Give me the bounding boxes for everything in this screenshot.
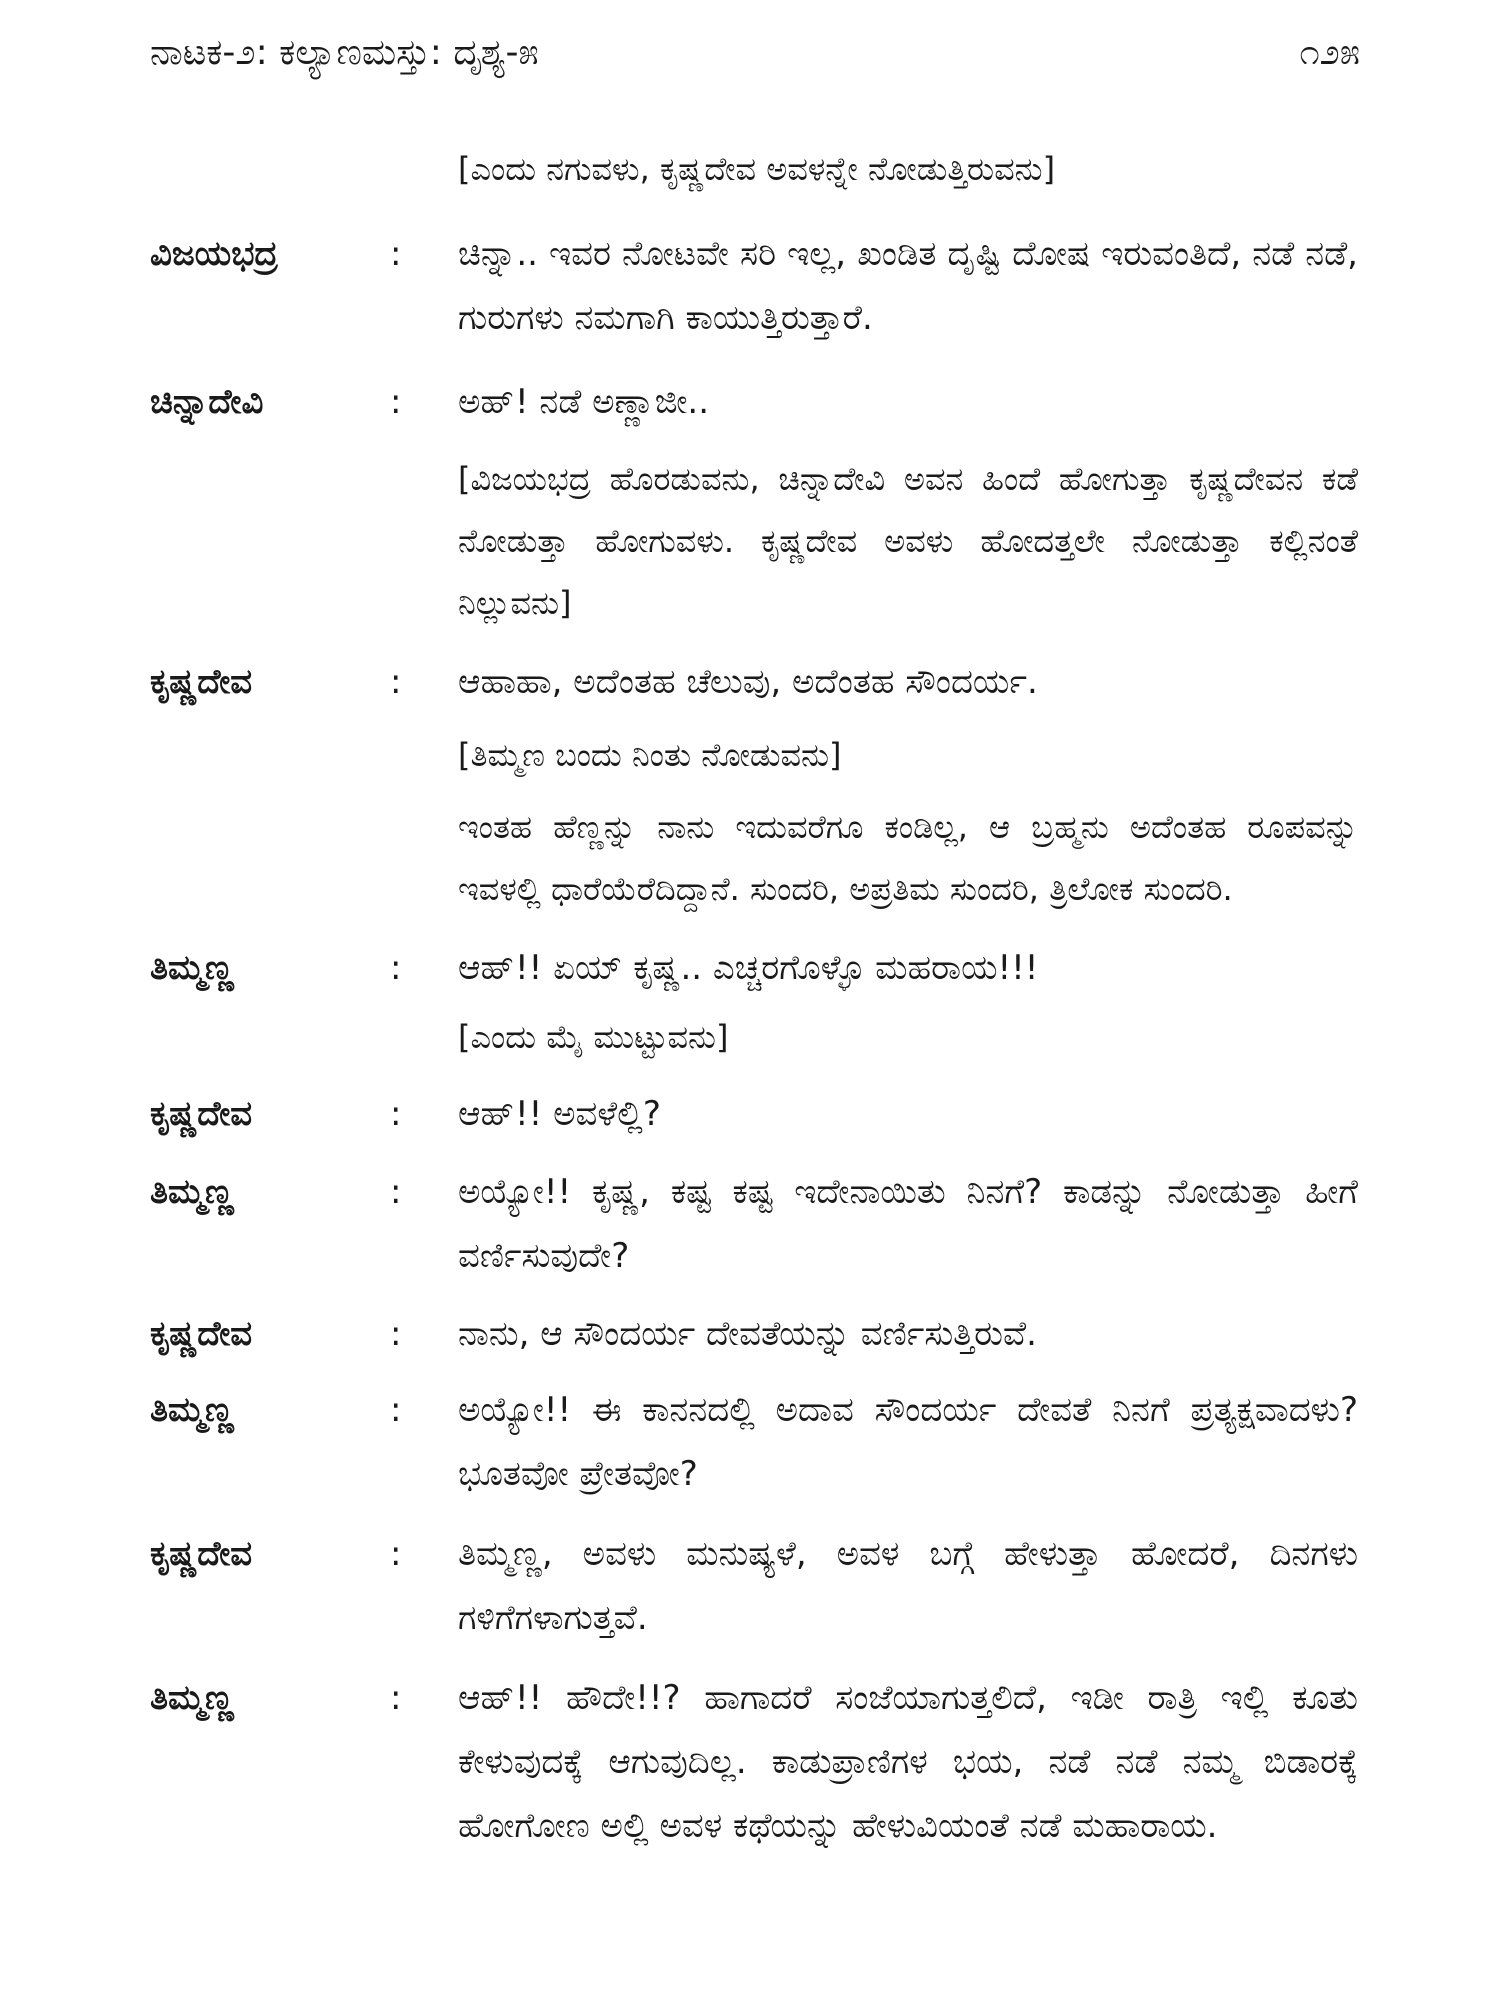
stage-direction [0, 138, 1500, 200]
dialogue-line [0, 1522, 1500, 1650]
speaker-colon: : [390, 1390, 402, 1430]
speaker-name: ತಿಮ್ಮಣ್ಣ [150, 1172, 234, 1212]
stage-direction-text: [ವಿಜಯಭದ್ರ ಹೊರಡುವನು, ಚಿನ್ನಾದೇವಿ ಅವನ ಹಿಂದೆ ಹೋಗುತ್ತಾ ಕೃಷ್ಣದೇವನ ಕಡೆ ನೋಡುತ್ತಾ ಹೋಗುವಳು. ಕೃಷ್ಣದೇವ ಅವಳು ಹೋದತ್ತಲೇ ನೋಡುತ್ತಾ ಕಲ್ಲಿನಂತೆ ನಿಲ್ಲುವನು] [458, 460, 1358, 622]
dialogue-text: ಅಯ್ಯೋ!! ಕೃಷ್ಣ, ಕಷ್ಟ ಕಷ್ಟ ಇದೇನಾಯಿತು ನಿನಗೆ? ಕಾಡನ್ನು ನೋಡುತ್ತಾ ಹೀಗೆ ವರ್ಣಿಸುವುದೇ? [458, 1172, 1358, 1276]
speaker-colon: : [390, 234, 402, 274]
dialogue-text: ಅಯ್ಯೋ!! ಈ ಕಾನನದಲ್ಲಿ ಅದಾವ ಸೌಂದರ್ಯ ದೇವತೆ ನಿನಗೆ ಪ್ರತ್ಯಕ್ಷವಾದಳು? ಭೂತವೋ ಪ್ರೇತವೋ? [458, 1390, 1358, 1494]
speaker-colon: : [390, 1094, 402, 1134]
page-number: ೧೨೫ [1299, 32, 1360, 73]
speaker-colon: : [390, 1678, 402, 1718]
dialogue-text: ತಿಮ್ಮಣ್ಣ, ಅವಳು ಮನುಷ್ಯಳೆ, ಅವಳ ಬಗ್ಗೆ ಹೇಳುತ್ತಾ ಹೋದರೆ, ದಿನಗಳು ಗಳಿಗೆಗಳಾಗುತ್ತವೆ. [458, 1534, 1358, 1638]
dialogue-line [0, 1378, 1500, 1506]
dialogue-text: ಆಹ್!! ಅವಳೆಲ್ಲಿ? [458, 1094, 661, 1134]
dialogue-line [0, 370, 1500, 434]
running-title: ನಾಟಕ-೨: ಕಲ್ಯಾಣಮಸ್ತು: ದೃಶ್ಯ-೫ [150, 32, 539, 73]
stage-direction [0, 724, 1500, 786]
stage-direction-text: [ತಿಮ್ಮಣ ಬಂದು ನಿಂತು ನೋಡುವನು] [458, 736, 842, 774]
dialogue-line [0, 650, 1500, 714]
dialogue-continuation-text: ಇಂತಹ ಹೆಣ್ಣನ್ನು ನಾನು ಇದುವರೆಗೂ ಕಂಡಿಲ್ಲ, ಆ ಬ್ರಹ್ಮನು ಅದೆಂತಹ ರೂಪವನ್ನು ಇವಳಲ್ಲಿ ಧಾರೆಯೆರೆದಿದ್ದಾನೆ. ಸುಂದರಿ, ಅಪ್ರತಿಮ ಸುಂದರಿ, ತ್ರಿಲೋಕ ಸುಂದರಿ. [458, 808, 1358, 908]
speaker-colon: : [390, 1172, 402, 1212]
dialogue-text: ನಾನು, ಆ ಸೌಂದರ್ಯ ದೇವತೆಯನ್ನು ವರ್ಣಿಸುತ್ತಿರುವೆ. [458, 1314, 1037, 1354]
dialogue-line [0, 1666, 1500, 1858]
stage-direction [0, 448, 1500, 634]
speaker-colon: : [390, 382, 402, 422]
speaker-colon: : [390, 1534, 402, 1574]
dialogue-line [0, 936, 1500, 1000]
speaker-name: ಕೃಷ್ಣದೇವ [150, 1094, 253, 1134]
speaker-colon: : [390, 662, 402, 702]
dialogue-text: ಆಹ್!! ಹೌದೇ!!? ಹಾಗಾದರೆ ಸಂಜೆಯಾಗುತ್ತಲಿದೆ, ಇಡೀ ರಾತ್ರಿ ಇಲ್ಲಿ ಕೂತು ಕೇಳುವುದಕ್ಕೆ ಆಗುವುದಿಲ್ಲ. ಕಾಡುಪ್ರಾಣಿಗಳ ಭಯ, ನಡೆ ನಡೆ ನಮ್ಮ ಬಿಡಾರಕ್ಕೆ ಹೋಗೋಣ ಅಲ್ಲಿ ಅವಳ ಕಥೆಯನ್ನು ಹೇಳುವಿಯಂತೆ ನಡೆ ಮಹಾರಾಯ. [458, 1678, 1358, 1846]
speaker-name: ಕೃಷ್ಣದೇವ [150, 1534, 253, 1574]
dialogue-line [0, 1160, 1500, 1288]
speaker-name: ವಿಜಯಭದ್ರ [150, 234, 278, 274]
speaker-colon: : [390, 948, 402, 988]
dialogue-line [0, 1082, 1500, 1146]
dialogue-text: ಆಹ್!! ಏಯ್ ಕೃಷ್ಣ.. ಎಚ್ಚರಗೊಳ್ಳೊ ಮಹರಾಯ!!! [458, 948, 1039, 988]
stage-direction [0, 1006, 1500, 1068]
play-script [0, 138, 1500, 1858]
speaker-name: ತಿಮ್ಮಣ್ಣ [150, 948, 234, 988]
speaker-colon: : [390, 1314, 402, 1354]
speaker-name: ಕೃಷ್ಣದೇವ [150, 1314, 253, 1354]
dialogue-line [0, 222, 1500, 350]
speaker-name: ತಿಮ್ಮಣ್ಣ [150, 1390, 234, 1430]
dialogue-text: ಚಿನ್ನಾ.. ಇವರ ನೋಟವೇ ಸರಿ ಇಲ್ಲ, ಖಂಡಿತ ದೃಷ್ಟಿ ದೋಷ ಇರುವಂತಿದೆ, ನಡೆ ನಡೆ, ಗುರುಗಳು ನಮಗಾಗಿ ಕಾಯುತ್ತಿರುತ್ತಾರೆ. [458, 234, 1358, 338]
dialogue-text: ಅಹ್! ನಡೆ ಅಣ್ಣಾಜೀ.. [458, 382, 709, 422]
stage-direction-text: [ಎಂದು ನಗುವಳು, ಕೃಷ್ಣದೇವ ಅವಳನ್ನೇ ನೋಡುತ್ತಿರುವನು] [458, 150, 1056, 188]
dialogue-line [0, 1302, 1500, 1366]
speaker-name: ಚಿನ್ನಾದೇವಿ [150, 382, 264, 422]
speaker-name: ಕೃಷ್ಣದೇವ [150, 662, 253, 702]
stage-direction-text: [ಎಂದು ಮೈ ಮುಟ್ಟುವನು] [458, 1018, 729, 1056]
dialogue-text: ಆಹಾಹಾ, ಅದೆಂತಹ ಚೆಲುವು, ಅದೆಂತಹ ಸೌಂದರ್ಯ. [458, 662, 1038, 702]
speaker-name: ತಿಮ್ಮಣ್ಣ [150, 1678, 234, 1718]
dialogue-continuation [0, 796, 1500, 920]
running-header [150, 28, 1360, 78]
